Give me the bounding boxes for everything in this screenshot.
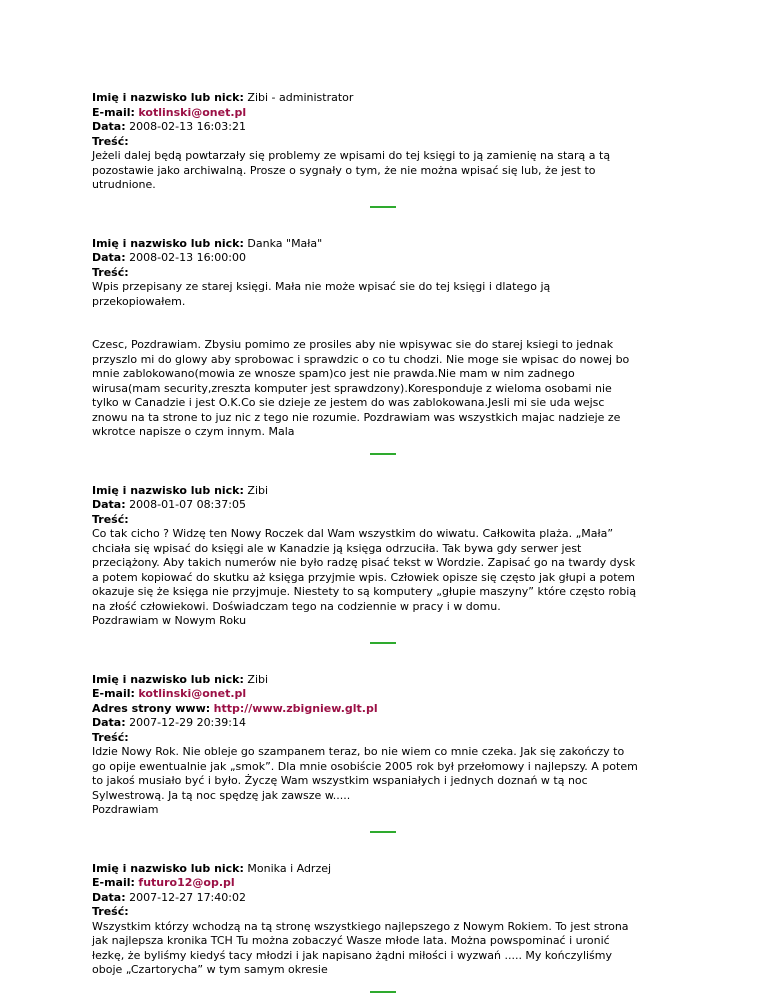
date-label: Data: bbox=[92, 251, 126, 264]
name-row bbox=[92, 484, 692, 499]
content-label: Treść: bbox=[92, 512, 129, 526]
date-label: Data: bbox=[92, 120, 126, 133]
content-line: Wszystkim którzy wchodzą na tą stronę wszystkiego najlepszego z Nowym Rokiem. To jest strona bbox=[92, 919, 629, 933]
author-name: Zibi - administrator bbox=[247, 91, 354, 104]
content-line: na złość człowiekowi. Doświadczam tego na codziennie w pracy i w domu. bbox=[92, 599, 501, 613]
date-row bbox=[92, 251, 692, 266]
email-link[interactable]: kotlinski@onet.pl bbox=[138, 687, 247, 700]
entry-content bbox=[92, 920, 692, 978]
content-line: wkrotce napisze o czym innym. Mala bbox=[92, 425, 295, 438]
email-link[interactable]: futuro12@op.pl bbox=[138, 876, 235, 889]
guestbook-entry bbox=[92, 237, 692, 440]
content-line: okazuje się że księga nie przyjmuje. Niestety to są komputery „głupie maszyny” które często robią bbox=[92, 585, 637, 598]
content-line: znowu na ta strone to juz nic z tego nie rozumie. Pozdrawiam was wszystkich majac nadzieje ze bbox=[92, 410, 621, 424]
name-label: Imię i nazwisko lub nick: bbox=[92, 861, 244, 875]
content-label: Treść: bbox=[92, 134, 129, 148]
email-label: E-mail: bbox=[92, 687, 135, 700]
name-row bbox=[92, 237, 692, 252]
email-link[interactable]: kotlinski@onet.pl bbox=[138, 105, 247, 119]
website-row bbox=[92, 702, 692, 717]
content-line: Pozdrawiam w Nowym Roku bbox=[92, 614, 247, 627]
content-line: mnie zablokowano(mowia ze wnosze spam)co jest nie prawda.Nie mam w nim zadnego bbox=[92, 367, 575, 380]
content-line: go opije ewentualnie jak „smok”. Dla mnie osobiście 2005 rok był przełomowy i najlepszy. A potem bbox=[92, 759, 638, 773]
entry-content bbox=[92, 527, 692, 629]
content-line: oboje „Czartorycha” w tym samym okresie bbox=[92, 963, 328, 976]
name-row bbox=[92, 673, 692, 688]
author-name: Zibi bbox=[247, 672, 269, 686]
guestbook-entry bbox=[92, 673, 692, 818]
entry-content bbox=[92, 745, 692, 818]
name-label: Imię i nazwisko lub nick: bbox=[92, 672, 244, 686]
content-line: utrudnione. bbox=[92, 178, 156, 191]
content-line: chciała się wpisać do księgi ale w Kanadzie ją księga odrzuciła. Tak bywa gdy serwer jest bbox=[92, 541, 582, 555]
email-row bbox=[92, 687, 692, 702]
entry-date: 2007-12-27 17:40:02 bbox=[129, 890, 246, 904]
date-row bbox=[92, 120, 692, 135]
name-label: Imię i nazwisko lub nick: bbox=[92, 91, 244, 104]
content-line: przyszlo mi do glowy aby sprobowac i sprawdzic o co tu chodzi. Nie moge sie wpisac do nowej bo bbox=[92, 352, 630, 366]
entry-extra-content bbox=[92, 338, 692, 440]
content-line: jak najlepsza kronika TCH Tu można zobaczyć Wasze młode lata. Można powspominać i uronić bbox=[92, 934, 610, 947]
date-label: Data: bbox=[92, 890, 126, 904]
content-line: tylko w Canadzie i jest O.K.Co sie dzieje ze jestem do was zablokowana.Jesli mi sie uda wejsc bbox=[92, 396, 605, 409]
name-label: Imię i nazwisko lub nick: bbox=[92, 236, 244, 250]
content-line: Wpis przepisany ze starej księgi. Mała nie może wpisać sie do tej księgi i dlatego ją bbox=[92, 280, 551, 293]
content-line: Czesc, Pozdrawiam. Zbysiu pomimo ze prosiles aby nie wpisywac sie do starej ksiegi to jednak bbox=[92, 338, 614, 351]
date-label: Data: bbox=[92, 716, 126, 729]
email-label: E-mail: bbox=[92, 876, 135, 889]
guestbook-entry bbox=[92, 862, 692, 978]
entry-date: 2008-02-13 16:03:21 bbox=[129, 120, 246, 133]
entry-date: 2007-12-29 20:39:14 bbox=[129, 716, 246, 729]
date-row bbox=[92, 716, 692, 731]
content-line: wirusa(mam security,zreszta komputer jest sprawdzony).Koresponduje z wieloma osobami nie bbox=[92, 381, 612, 395]
guestbook-entry bbox=[92, 91, 692, 193]
content-line: Pozdrawiam bbox=[92, 803, 159, 816]
content-line: to jakoś musiało być i było. Życzę Wam wszystkim wspaniałych i jednych doznań w tą noc bbox=[92, 774, 588, 787]
email-row bbox=[92, 876, 692, 891]
author-name: Danka "Mała" bbox=[247, 236, 323, 250]
content-line: a potem kopiować do skutku aż księga przyjmie wpis. Człowiek opisze się często jak głupi a potem bbox=[92, 570, 636, 584]
content-line: łezkę, że byliśmy kiedyś tacy młodzi i jak napisano żądni miłości i wyzwań ..... My kończyliśmy bbox=[92, 948, 613, 962]
content-label: Treść: bbox=[92, 730, 129, 744]
entry-date: 2008-01-07 08:37:05 bbox=[129, 498, 246, 511]
author-name: Monika i Adrzej bbox=[247, 861, 332, 875]
content-label: Treść: bbox=[92, 265, 129, 279]
date-row bbox=[92, 498, 692, 513]
author-name: Zibi bbox=[247, 483, 269, 497]
content-label: Treść: bbox=[92, 905, 129, 918]
name-label: Imię i nazwisko lub nick: bbox=[92, 483, 244, 497]
content-line: pozostawie jako archiwalną. Prosze o sygnały o tym, że nie można wpisać się lub, że jest to bbox=[92, 163, 596, 177]
content-line: Jeżeli dalej będą powtarzały się problemy ze wpisami do tej księgi to ją zamienię na starą a tą bbox=[92, 149, 611, 162]
date-label: Data: bbox=[92, 498, 126, 511]
content-line: Sylwestrową. Ja tą noc spędzę jak zawsze w..... bbox=[92, 788, 351, 802]
entry-content bbox=[92, 149, 692, 193]
guestbook bbox=[92, 91, 692, 993]
date-row bbox=[92, 891, 692, 906]
website-label: Adres strony www: bbox=[92, 701, 211, 715]
content-line: przekopiowałem. bbox=[92, 294, 186, 308]
entry-content bbox=[92, 280, 692, 309]
content-line: Idzie Nowy Rok. Nie obleje go szampanem teraz, bo nie wiem co mnie czeka. Jak się zakończy to bbox=[92, 745, 625, 758]
name-row bbox=[92, 862, 692, 877]
email-row bbox=[92, 106, 692, 121]
name-row bbox=[92, 91, 692, 106]
email-label: E-mail: bbox=[92, 105, 135, 119]
content-line: Co tak cicho ? Widzę ten Nowy Roczek dal Wam wszystkim do wiwatu. Całkowita plaża. „Mała” bbox=[92, 527, 614, 540]
guestbook-entry bbox=[92, 484, 692, 629]
website-link[interactable]: http://www.zbigniew.glt.pl bbox=[213, 701, 378, 715]
entry-divider bbox=[370, 991, 396, 993]
content-line: przeciążony. Aby takich numerów nie było radzę pisać tekst w Wordzie. Zapisać go na twardy dysk bbox=[92, 556, 636, 569]
entry-date: 2008-02-13 16:00:00 bbox=[129, 251, 246, 264]
